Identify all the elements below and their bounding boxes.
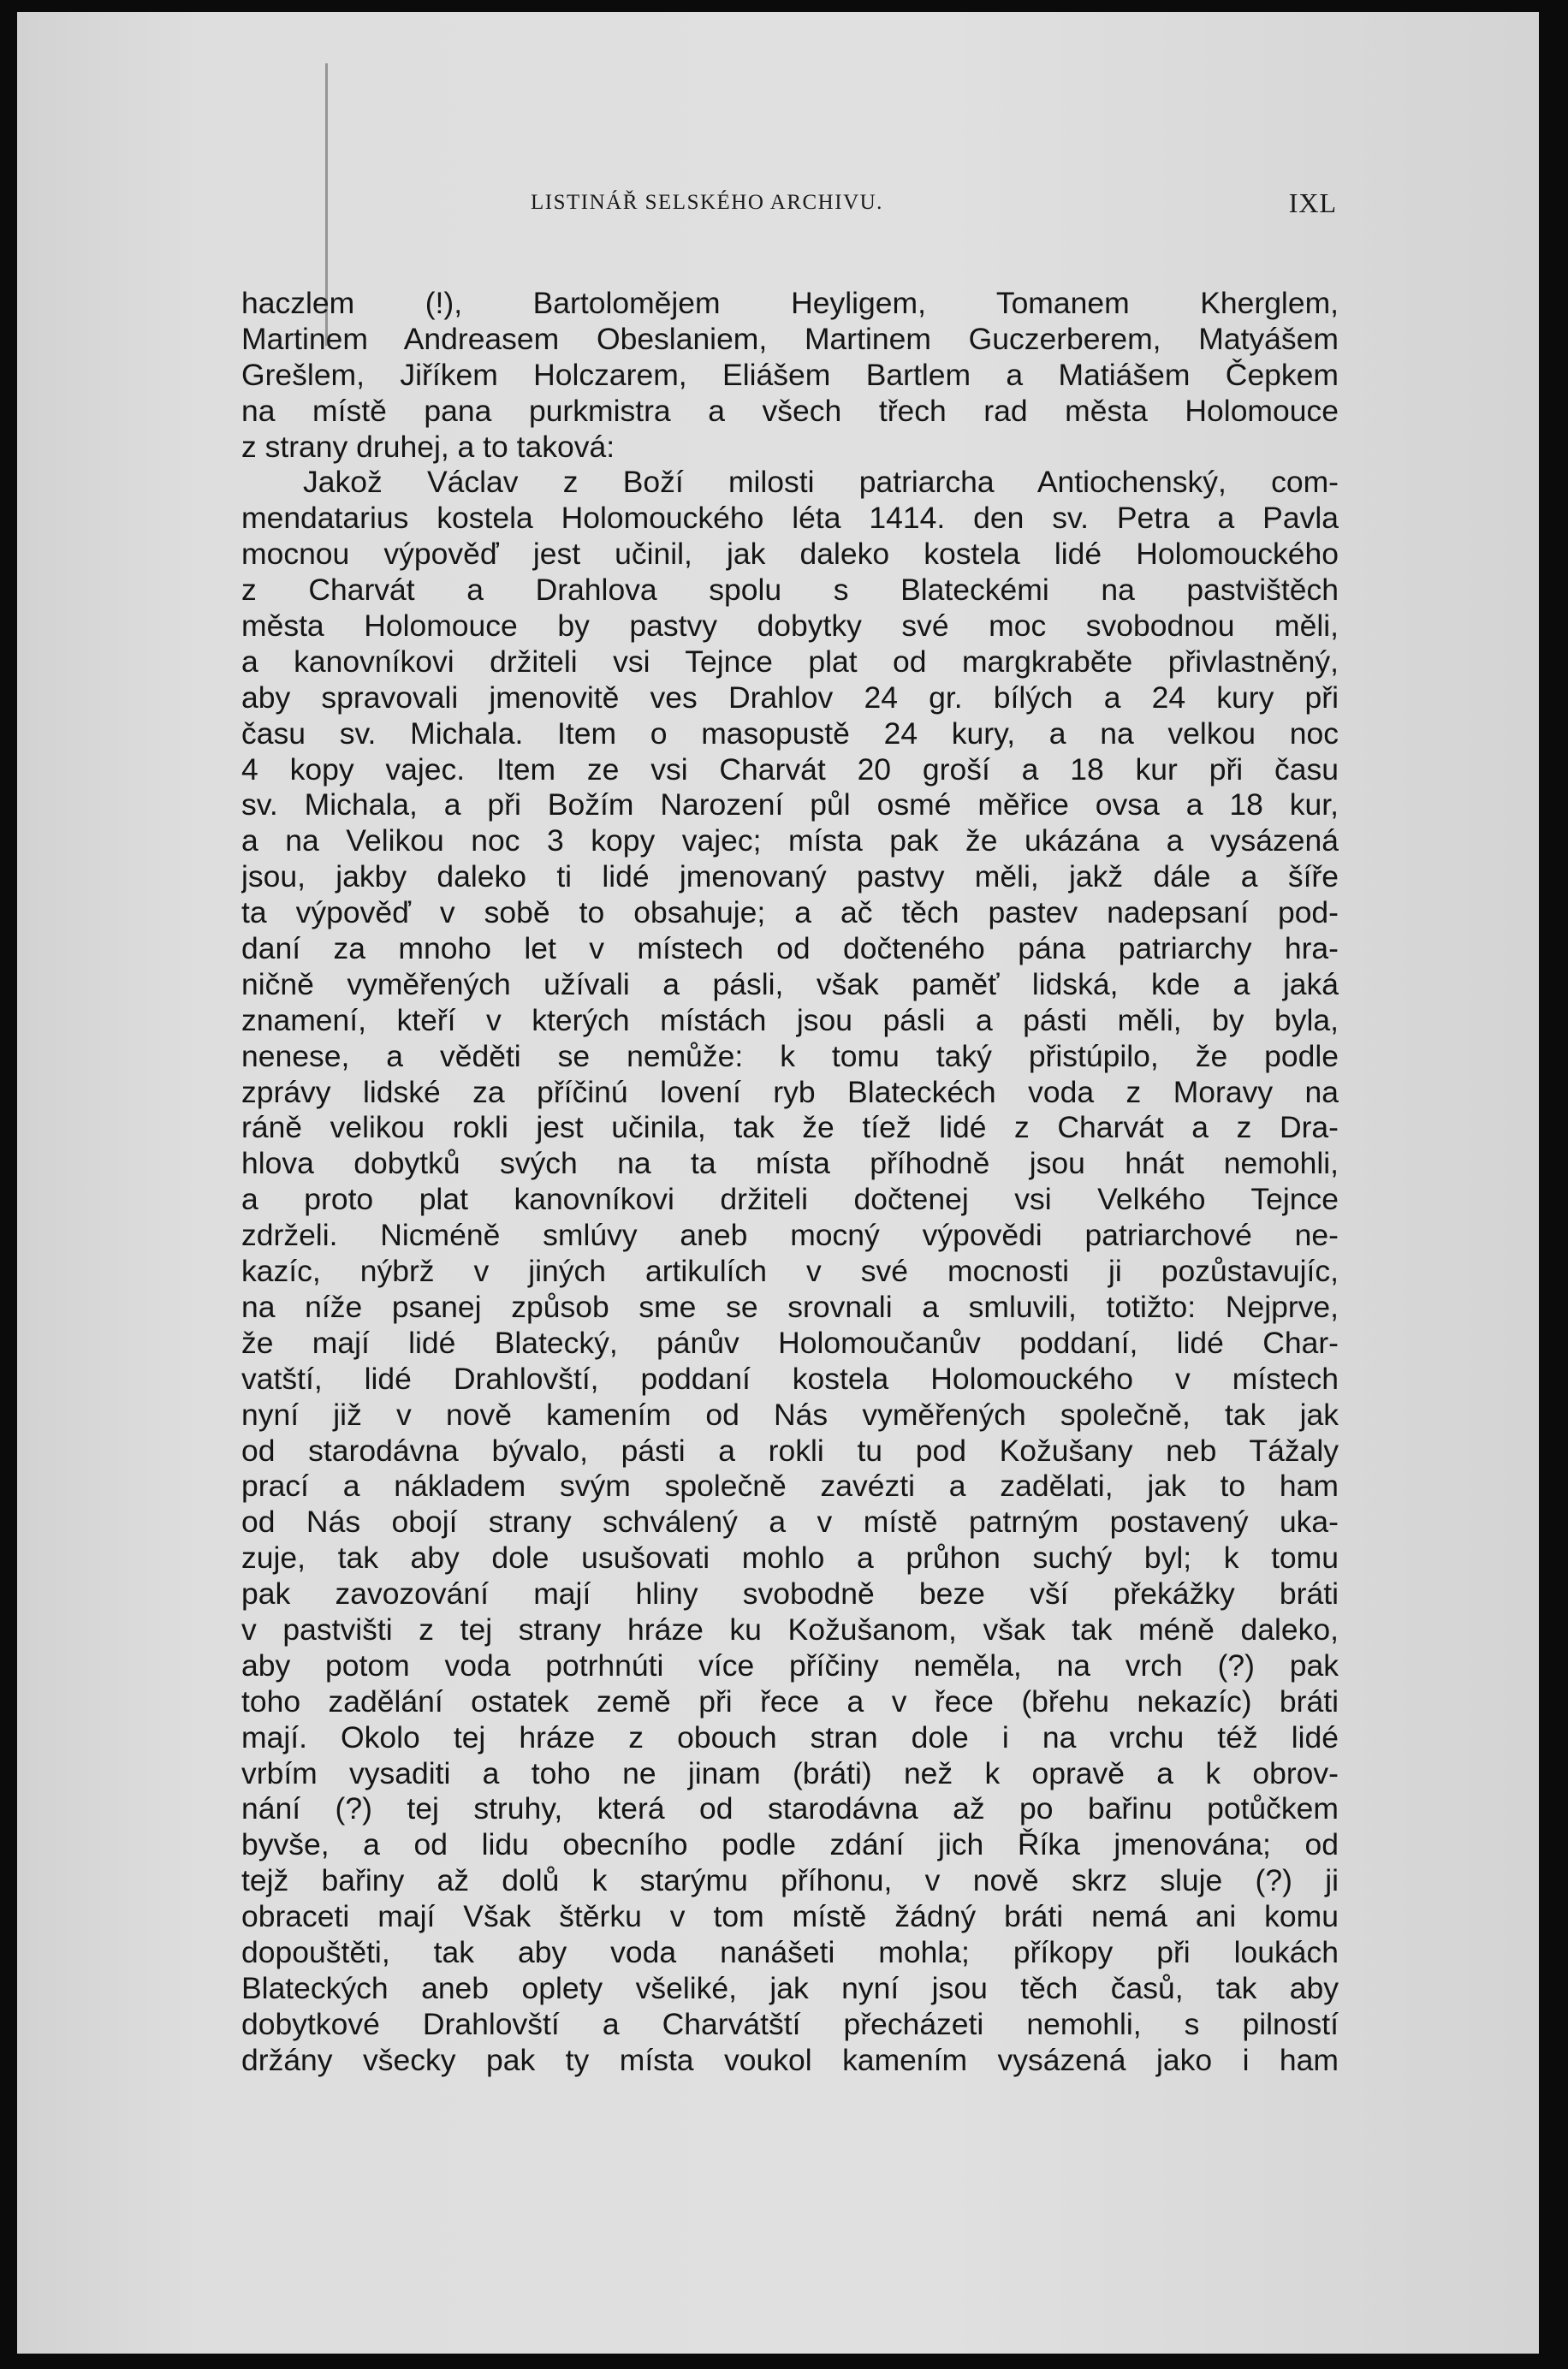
text-line: ráně velikou rokli jest učinila, tak že tíež lidé z Charvát a z Dra-: [241, 1110, 1339, 1145]
text-line: zuje, tak aby dole usušovati mohlo a průhon suchý byl; k tomu: [241, 1541, 1339, 1576]
text-line: dobytkové Drahlovští a Charvátští přecházeti nemohli, s pilností: [241, 2006, 1339, 2041]
text-line: daní za mnoho let v místech od dočteného pána patriarchy hra-: [241, 931, 1339, 966]
text-line: haczlem (!), Bartolomějem Heyligem, Tomanem Kherglem,: [241, 286, 1339, 320]
text-line: Martinem Andreasem Obeslaniem, Martinem Guczerberem, Matyášem: [241, 321, 1339, 356]
text-line: od starodávna bývalo, pásti a rokli tu pod Kožušany neb Tážaly: [241, 1433, 1339, 1468]
text-line: mají. Okolo tej hráze z obouch stran dole i na vrchu též lidé: [241, 1719, 1339, 1754]
text-line: jsou, jakby daleko ti lidé jmenovaný pastvy měli, jakž dále a šíře: [241, 859, 1339, 894]
text-line: Blateckých aneb oplety všeliké, jak nyní jsou těch časů, tak aby: [241, 1970, 1339, 2005]
text-line: znamení, kteří v kterých místách jsou pásli a pásti měli, by byla,: [241, 1002, 1339, 1037]
text-line: obraceti mají Však štěrku v tom místě žádný bráti nemá ani komu: [241, 1899, 1339, 1934]
text-line: vrbím vysaditi a toho ne jinam (bráti) než k opravě a k obrov-: [241, 1755, 1339, 1790]
text-line: nyní již v nově kamením od Nás vyměřených společně, tak jak: [241, 1397, 1339, 1432]
text-line: byvše, a od lidu obecního podle zdání jich Říka jmenována; od: [241, 1827, 1339, 1862]
text-line: Grešlem, Jiříkem Holczarem, Eliášem Bartlem a Matiášem Čepkem: [241, 357, 1339, 392]
text-line: ta výpověď v sobě to obsahuje; a ač těch pastev nadepsaní pod-: [241, 895, 1339, 930]
text-line: tejž bařiny až dolů k starýmu příhonu, v nově skrz sluje (?) ji: [241, 1863, 1339, 1898]
text-line: že mají lidé Blatecký, pánův Holomoučanův poddaní, lidé Char-: [241, 1325, 1339, 1360]
text-line: z Charvát a Drahlova spolu s Blateckémi na pastvištěch: [241, 573, 1339, 608]
text-line: na místě pana purkmistra a všech třech rad města Holomouce: [241, 393, 1339, 428]
text-line: nání (?) tej struhy, která od starodávna až po bařinu potůčkem: [241, 1791, 1339, 1826]
text-line: aby spravovali jmenovitě ves Drahlov 24 gr. bílých a 24 kury při: [241, 680, 1339, 715]
text-line: aby potom voda potrhnúti více příčiny neměla, na vrch (?) pak: [241, 1648, 1339, 1683]
text-line: 4 kopy vajec. Item ze vsi Charvát 20 groší a 18 kur při času: [241, 751, 1339, 787]
text-line: zprávy lidské za příčinú lovení ryb Blateckéch voda z Moravy na: [241, 1074, 1339, 1109]
page: [17, 12, 1539, 2354]
text-line: prací a nákladem svým společně zavézti a zadělati, jak to ham: [241, 1469, 1339, 1504]
text-line: kazíc, nýbrž v jiných artikulích v své mocnosti ji pozůstavujíc,: [241, 1254, 1339, 1289]
text-line: v pastvišti z tej strany hráze ku Kožušanom, však tak méně daleko,: [241, 1612, 1339, 1647]
page-header: [240, 187, 1337, 225]
text-line: z strany druhej, a to taková:: [241, 429, 615, 464]
text-line: času sv. Michala. Item o masopustě 24 kury, a na velkou noc: [241, 715, 1339, 751]
text-line: mendatarius kostela Holomouckého léta 1414. den sv. Petra a Pavla: [241, 501, 1339, 536]
text-line: hlova dobytků svých na ta místa příhodně jsou hnát nemohli,: [241, 1146, 1339, 1181]
body-text: [241, 286, 1339, 2079]
running-title: LISTINÁŘ SELSKÉHO ARCHIVU.: [531, 191, 883, 214]
text-line: a na Velikou noc 3 kopy vajec; místa pak že ukázána a vysázená: [241, 823, 1339, 858]
text-line: mocnou výpověď jest učinil, jak daleko kostela lidé Holomouckého: [241, 537, 1339, 572]
text-line: toho zadělání ostatek země při řece a v řece (břehu nekazíc) bráti: [241, 1683, 1339, 1719]
text-line: držány všecky pak ty místa voukol kamením vysázená jako i ham: [241, 2042, 1339, 2077]
text-line: dopouštěti, tak aby voda nanášeti mohla; příkopy při loukách: [241, 1934, 1339, 1969]
text-line: na níže psanej způsob sme se srovnali a smluvili, totižto: Nejprve,: [241, 1289, 1339, 1324]
text-line: města Holomouce by pastvy dobytky své moc svobodnou měli,: [241, 609, 1339, 644]
text-line: zdrželi. Nicméně smlúvy aneb mocný výpovědi patriarchové ne-: [241, 1218, 1339, 1253]
text-line: ničně vyměřených užívali a pásli, však paměť lidská, kde a jaká: [241, 966, 1339, 1001]
page-number: IXL: [1288, 187, 1337, 218]
text-line: od Nás obojí strany schválený a v místě patrným postavený uka-: [241, 1505, 1339, 1540]
text-line: a kanovníkovi držiteli vsi Tejnce plat od margkraběte přivlastněný,: [241, 644, 1339, 679]
text-line: vatští, lidé Drahlovští, poddaní kostela Holomouckého v místech: [241, 1361, 1339, 1396]
text-line: sv. Michala, a při Božím Narození půl osmé měřice ovsa a 18 kur,: [241, 787, 1339, 822]
text-line: Jakož Václav z Boží milosti patriarcha Antiochenský, com-: [303, 465, 1339, 500]
text-line: a proto plat kanovníkovi držiteli dočtenej vsi Velkého Tejnce: [241, 1182, 1339, 1217]
text-line: pak zavozování mají hliny svobodně beze vší překážky bráti: [241, 1576, 1339, 1612]
text-line: nenese, a věděti se nemůže: k tomu taký přistúpilo, že podle: [241, 1038, 1339, 1073]
